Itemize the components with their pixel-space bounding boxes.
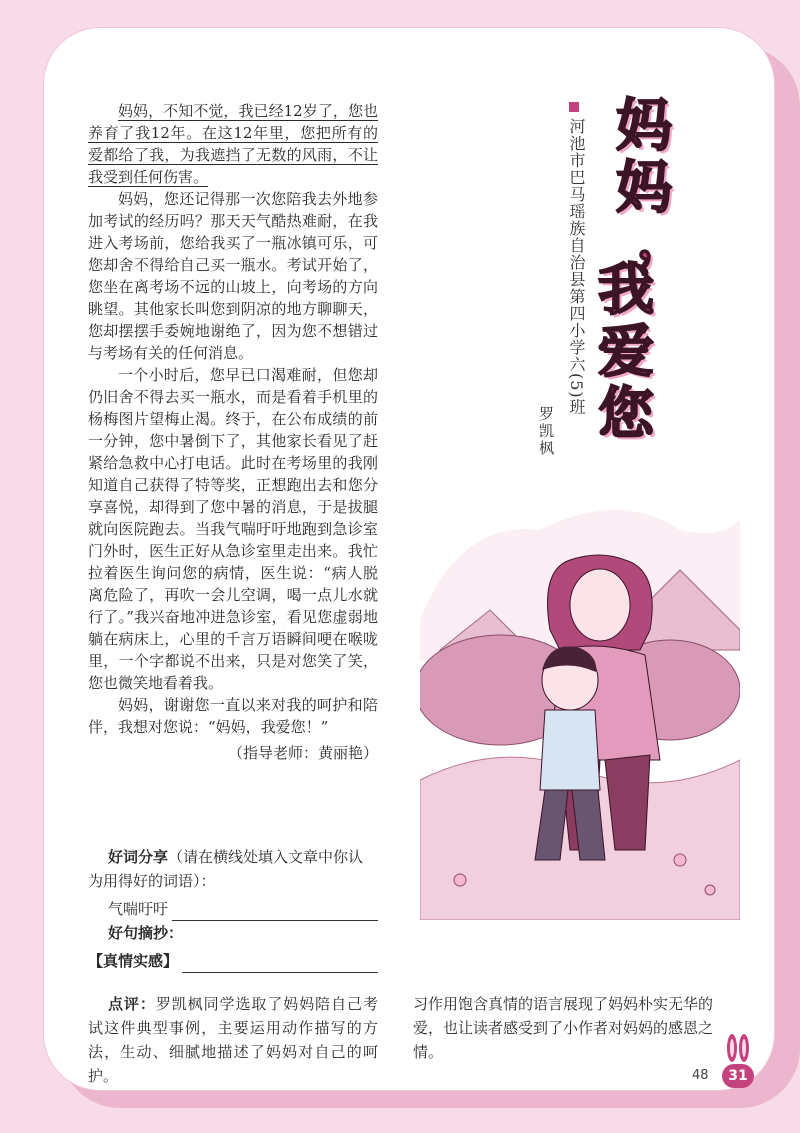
page-number: 31 [722,1064,754,1088]
comment-right: 习作用饱含真情的语言展现了妈妈朴实无华的爱，也让读者感受到了小作者对妈妈的感恩之情。 [413,995,714,1061]
comment-label: 点评： [108,995,156,1013]
paragraph-3: 一个小时后，您早已口渴难耐，但您却仍旧舍不得去买一瓶水，而是看着手机里的杨梅图片望梅止渴。终于，在公布成绩的前一分钟，您中暑倒下了，其他家长看见了赶紧给急救中心打电话。此时在考场里的我刚知道自己获得了特等奖，正想跑出去和您分享喜悦，却得到了您中暑的消息，于是拔腿就向医院跑去。当我气喘吁吁地跑到急诊室门外时，医生正好从急诊室里走出来。我忙拉着医生询问您的病情，医生说：“病人脱离危险了，再吹一会儿空调，喝一点儿水就行了。”我兴奋地冲进急诊室，看见您虚弱地躺在病床上，心里的千言万语瞬间哽在喉咙里，一个字都说不出来，只是对您笑了笑，您也微笑地看着我。 [88,366,378,692]
article-body [88,100,378,764]
school-name: 河池市巴马瑶族自治县第四小学六(5)班 [567,118,586,416]
paragraph-2: 妈妈，您还记得那一次您陪我去外地参加考试的经历吗？那天天气酷热难耐，在我进入考场前，您给我买了一瓶冰镇可乐，可您却舍不得给自己买一瓶水。考试开始了，您坐在离考场不远的山坡上，向考场的方向眺望。其他家长叫您到阴凉的地方聊聊天，您却摆摆手委婉地谢绝了，因为您不想错过与考场有关的任何消息。 [88,190,378,362]
article-title [598,94,716,476]
title-char-1: 妈 [616,94,672,159]
paragraph-4: 妈妈，谢谢您一直以来对我的呵护和陪伴，我想对您说：“妈妈，我爱您！” [88,696,378,736]
title-char-4: 我 [598,258,654,323]
sentence-heading: 好句摘抄： [108,924,184,942]
vocab-answer-line[interactable] [172,902,378,921]
paragraph-1: 妈妈，不知不觉，我已经12岁了，您也养育了我12年。在这12年里，您把所有的爱都给了我，为我遮挡了无数的风雨，不让我受到任何伤害。 [88,102,378,186]
comment-left-text: 罗凯枫同学选取了妈妈陪自己考试这件典型事例，主要运用动作描写的方法，生动、细腻地描述了妈妈对自己的呵护。 [88,995,378,1085]
vocab-instruction: （请在横线处填入文章中你认为用得好的词语）： [88,848,364,890]
bunny-ears-icon [722,1034,754,1068]
mother-son-illustration [420,500,740,920]
title-char-6: 您 [598,382,654,447]
title-char-2: 妈 [616,156,672,221]
vocab-section [88,845,378,973]
title-char-5: 爱 [598,320,654,385]
feeling-answer-line[interactable] [182,954,378,973]
teacher-credit: （指导老师：黄丽艳） [227,744,378,762]
comment-left [88,992,378,1088]
vocab-heading: 好词分享 [108,848,169,866]
title-char-3: ， [636,207,692,272]
vocab-word: 气喘吁吁 [108,900,169,918]
title-marker [569,102,579,112]
page-number-small: 48 [692,1068,709,1083]
feeling-label: 【真情实感】 [88,952,179,970]
author-name: 罗凯枫 [537,406,555,457]
